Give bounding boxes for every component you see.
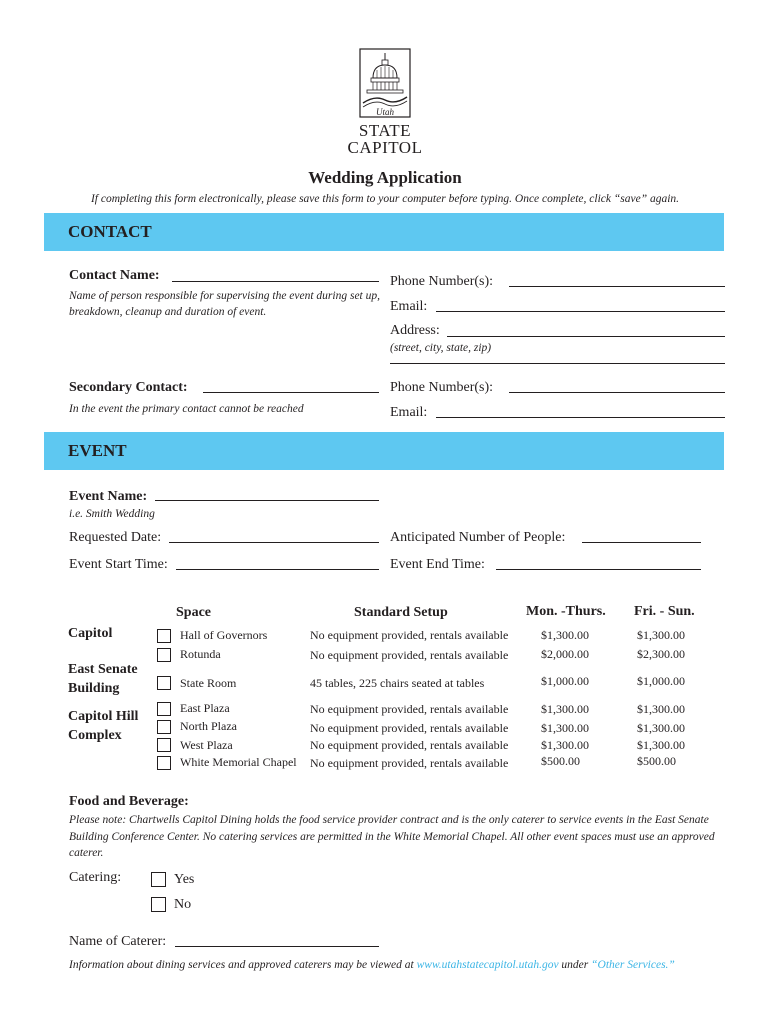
info-text (69, 957, 719, 973)
email-field[interactable] (436, 311, 725, 312)
checkbox-white-memorial-chapel[interactable] (157, 756, 171, 770)
checkbox-west-plaza[interactable] (157, 738, 171, 752)
weekend-price: $1,300.00 (637, 738, 685, 752)
group-capitol: Capitol (68, 626, 113, 641)
space-name: Rotunda (180, 647, 221, 661)
phone2-label: Phone Number(s): (390, 380, 494, 395)
weekend-price: $1,300.00 (637, 628, 685, 642)
space-header: Space (176, 605, 211, 620)
checkbox-north-plaza[interactable] (157, 720, 171, 734)
secondary-contact-label: Secondary Contact: (69, 380, 188, 395)
space-name: White Memorial Chapel (180, 755, 297, 769)
anticipated-people-field[interactable] (582, 542, 701, 543)
space-name: Hall of Governors (180, 628, 268, 642)
food-note: Please note: Chartwells Capitol Dining holds the food service provider contract and is the only caterer to service events in the East Senate Building Conference Center. No catering services are permitted in the White Memorial Chapel. All other event spaces must use an approved caterer. (69, 814, 715, 859)
page-title: Wedding Application (308, 168, 462, 187)
utah-state-capitol-logo (344, 48, 426, 156)
checkbox-rotunda[interactable] (157, 648, 171, 662)
weekend-price: $500.00 (637, 754, 676, 768)
address-field[interactable] (447, 336, 725, 337)
email2-label: Email: (390, 405, 428, 420)
address-note: (street, city, state, zip) (390, 342, 492, 354)
instructions: If completing this form electronically, please save this form to your computer before typing. Once complete, click “save” again. (90, 193, 680, 205)
secondary-contact-note: In the event the primary contact cannot be reached (69, 403, 304, 415)
setup-desc: No equipment provided, rentals available (310, 721, 509, 735)
contact-name-field[interactable] (172, 281, 379, 282)
setup-desc: No equipment provided, rentals available (310, 702, 509, 716)
space-name: North Plaza (180, 719, 237, 733)
setup-desc: 45 tables, 225 chairs seated at tables (310, 676, 485, 690)
group-capitol-hill-2: Complex (68, 728, 122, 743)
event-name-field[interactable] (155, 500, 379, 501)
setup-desc: No equipment provided, rentals available (310, 628, 509, 642)
weekend-price: $2,300.00 (637, 647, 685, 661)
space-name: State Room (180, 676, 237, 690)
logo-capitol: CAPITOL (347, 138, 423, 157)
checkbox-east-plaza[interactable] (157, 702, 171, 716)
logo-script: Utah (376, 107, 394, 117)
food-heading: Food and Beverage: (69, 794, 189, 809)
checkbox-state-room[interactable] (157, 676, 171, 690)
requested-date-field[interactable] (169, 542, 379, 543)
capitol-dome-icon (359, 48, 411, 118)
group-capitol-hill: Capitol Hill (68, 709, 139, 724)
other-services-link[interactable]: “Other Services.” (591, 959, 675, 971)
weekday-price: $1,300.00 (541, 628, 589, 642)
weekend-price: $1,300.00 (637, 721, 685, 735)
setup-desc: No equipment provided, rentals available (310, 738, 509, 752)
anticipated-people-label: Anticipated Number of People: (390, 530, 566, 545)
weekend-price: $1,000.00 (637, 674, 685, 688)
caterer-name-field[interactable] (175, 946, 379, 947)
setup-header: Standard Setup (354, 605, 448, 620)
catering-yes-label: Yes (174, 872, 195, 887)
group-east-senate-2: Building (68, 681, 120, 696)
weekday-price: $1,300.00 (541, 702, 589, 716)
catering-no-label: No (174, 897, 192, 912)
start-time-field[interactable] (176, 569, 379, 570)
space-name: East Plaza (180, 701, 230, 715)
weekday-price: $1,000.00 (541, 674, 589, 688)
setup-desc: No equipment provided, rentals available (310, 648, 509, 662)
contact-name-note: Name of person responsible for supervising the event during set up, breakdown, cleanup and duration of event. (69, 290, 380, 318)
weekend-price: $1,300.00 (637, 702, 685, 716)
secondary-contact-field[interactable] (203, 392, 379, 393)
phone-label: Phone Number(s): (390, 274, 494, 289)
contact-heading: CONTACT (68, 222, 152, 241)
event-name-label: Event Name: (69, 489, 148, 504)
space-name: West Plaza (180, 738, 233, 752)
weekday-price: $2,000.00 (541, 647, 589, 661)
website-link[interactable]: www.utahstatecapitol.utah.gov (416, 959, 559, 971)
group-east-senate: East Senate (68, 662, 138, 677)
weekend-header: Fri. - Sun. (634, 604, 695, 619)
info-mid: under (561, 959, 589, 971)
weekday-price: $1,300.00 (541, 738, 589, 752)
phone2-field[interactable] (509, 392, 725, 393)
info-pre: Information about dining services and approved caterers may be viewed at (69, 959, 414, 971)
event-section-header (44, 432, 724, 470)
address-label: Address: (390, 323, 440, 338)
end-time-label: Event End Time: (390, 557, 485, 572)
caterer-name-label: Name of Caterer: (69, 934, 167, 949)
phone-field[interactable] (509, 286, 725, 287)
start-time-label: Event Start Time: (69, 557, 168, 572)
requested-date-label: Requested Date: (69, 530, 162, 545)
end-time-field[interactable] (496, 569, 701, 570)
catering-yes-checkbox[interactable] (151, 872, 166, 887)
weekday-price: $500.00 (541, 754, 580, 768)
email-label: Email: (390, 299, 428, 314)
email2-field[interactable] (436, 417, 725, 418)
setup-desc: No equipment provided, rentals available (310, 756, 509, 770)
event-name-note: i.e. Smith Wedding (69, 508, 155, 520)
address-field-line-2[interactable] (390, 363, 725, 364)
weekday-price: $1,300.00 (541, 721, 589, 735)
catering-label: Catering: (69, 870, 122, 885)
contact-name-label: Contact Name: (69, 268, 160, 283)
event-heading: EVENT (68, 441, 127, 460)
contact-section-header (44, 213, 724, 251)
weekday-header: Mon. -Thurs. (526, 604, 606, 619)
logo-state: STATE (358, 121, 412, 140)
catering-no-checkbox[interactable] (151, 897, 166, 912)
checkbox-hall-of-governors[interactable] (157, 629, 171, 643)
